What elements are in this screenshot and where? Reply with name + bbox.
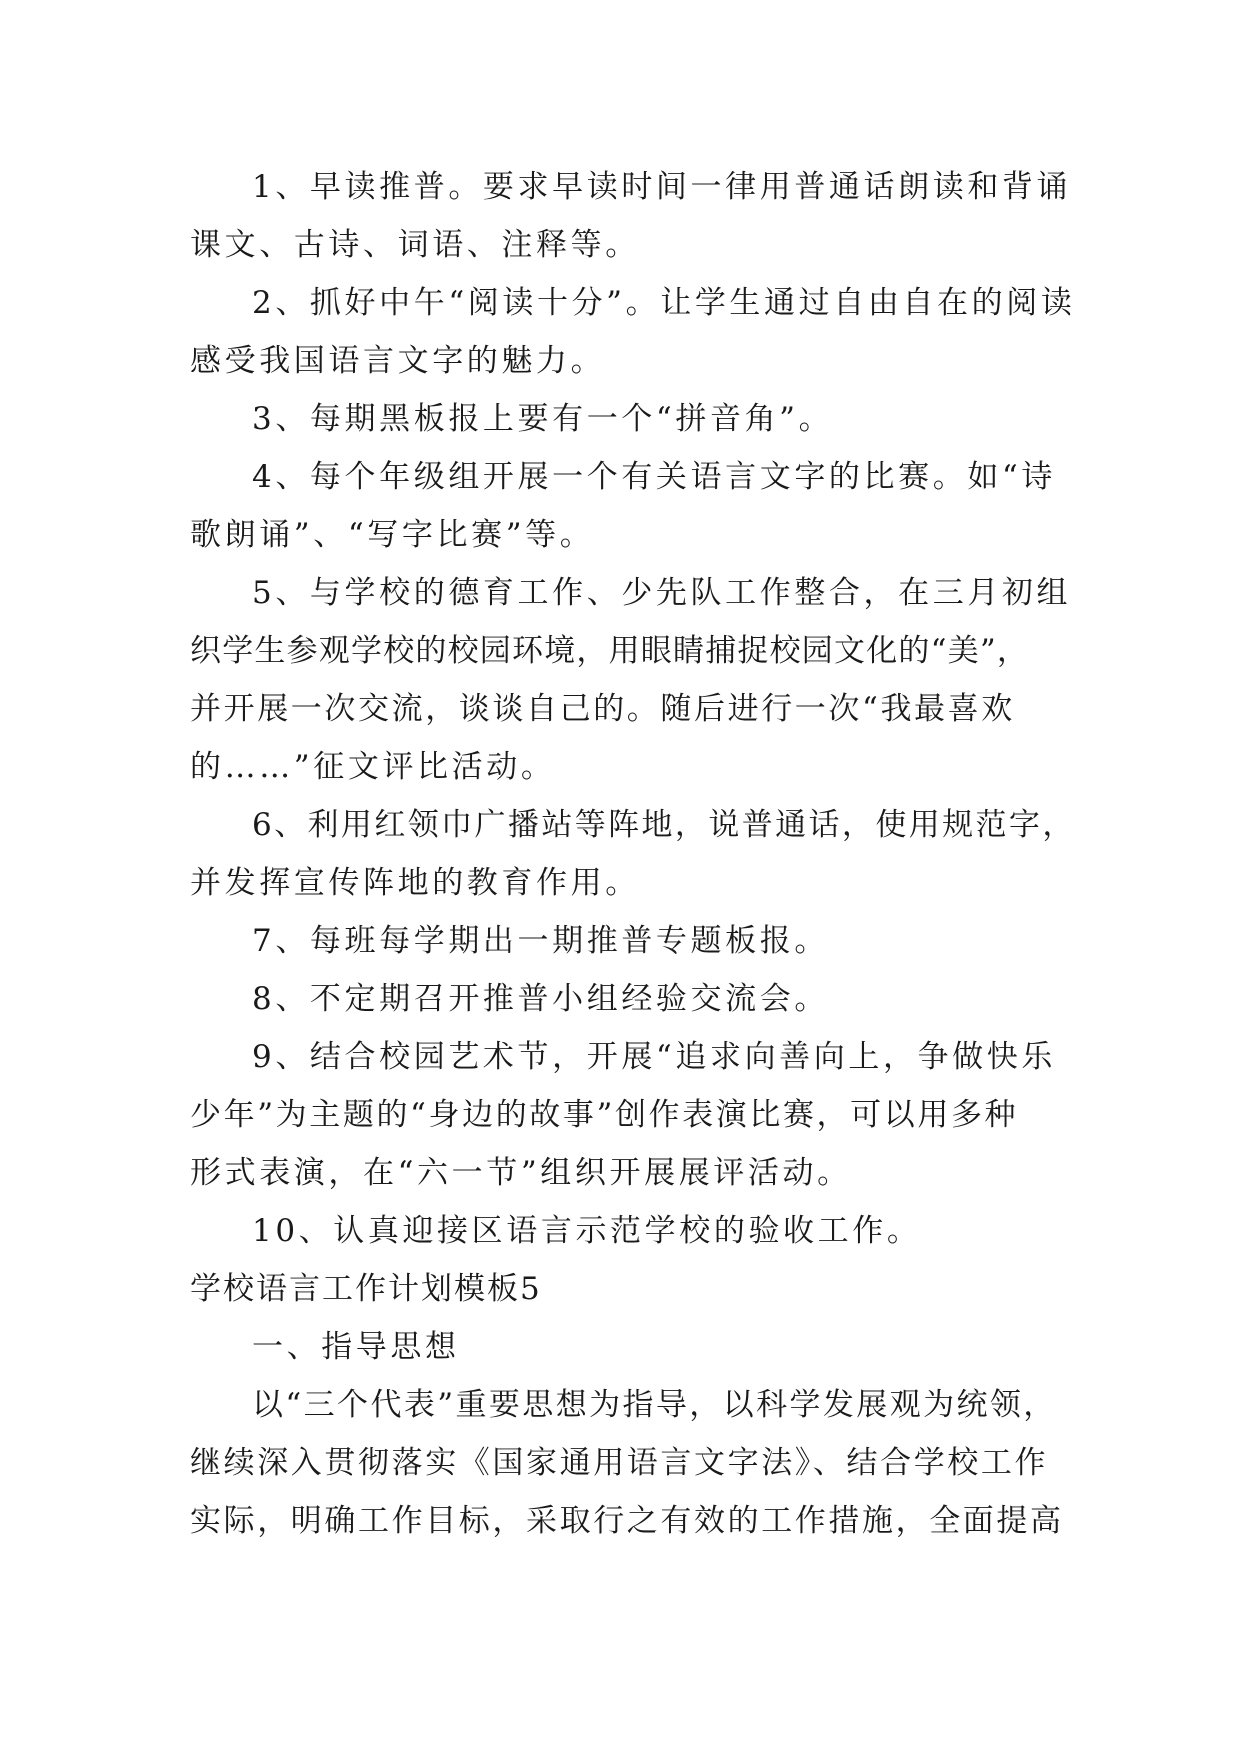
text-line: 继续深入贯彻落实《国家通用语言文字法》、结合学校工作	[190, 1445, 1049, 1481]
text-line: 形式表演，在“六一节”组织开展展评活动。	[190, 1155, 852, 1191]
text-line: 并发挥宣传阵地的教育作用。	[190, 865, 640, 901]
text-line: 7、每班每学期出一期推普专题板报。	[252, 923, 829, 959]
text-line: 实际，明确工作目标，采取行之有效的工作措施，全面提高	[190, 1503, 1064, 1539]
text-line: 10、认真迎接区语言示范学校的验收工作。	[252, 1213, 922, 1249]
text-line: 少年”为主题的“身边的故事”创作表演比赛，可以用多种	[190, 1097, 1019, 1133]
text-line: 3、每期黑板报上要有一个“拼音角”。	[252, 401, 834, 437]
document-page	[190, 158, 1076, 1550]
text-line: 的……”征文评比活动。	[190, 749, 556, 785]
section-heading: 学校语言工作计划模板5	[190, 1271, 542, 1307]
text-line: 课文、古诗、词语、注释等。	[190, 227, 640, 263]
text-line: 以“三个代表”重要思想为指导，以科学发展观为统领，	[252, 1387, 1057, 1423]
text-line: 5、与学校的德育工作、少先队工作整合，在三月初组	[252, 575, 1072, 611]
text-line: 8、不定期召开推普小组经验交流会。	[252, 981, 829, 1017]
text-line: 1、早读推普。要求早读时间一律用普通话朗读和背诵	[252, 169, 1072, 205]
text-line: 4、每个年级组开展一个有关语言文字的比赛。如“诗	[252, 459, 1056, 495]
text-line: 2、抓好中午“阅读十分”。让学生通过自由自在的阅读	[252, 285, 1076, 321]
text-line: 织学生参观学校的校园环境，用眼睛捕捉校园文化的“美”，	[190, 633, 1030, 669]
text-line: 感受我国语言文字的魅力。	[190, 343, 606, 379]
text-line: 9、结合校园艺术节，开展“追求向善向上，争做快乐	[252, 1039, 1056, 1075]
text-line: 歌朗诵”、“写字比赛”等。	[190, 517, 595, 553]
text-line: 并开展一次交流，谈谈自己的。随后进行一次“我最喜欢	[190, 691, 1015, 727]
text-line: 6、利用红领巾广播站等阵地，说普通话，使用规范字，	[252, 807, 1076, 843]
text-line: 一、指导思想	[252, 1329, 460, 1365]
